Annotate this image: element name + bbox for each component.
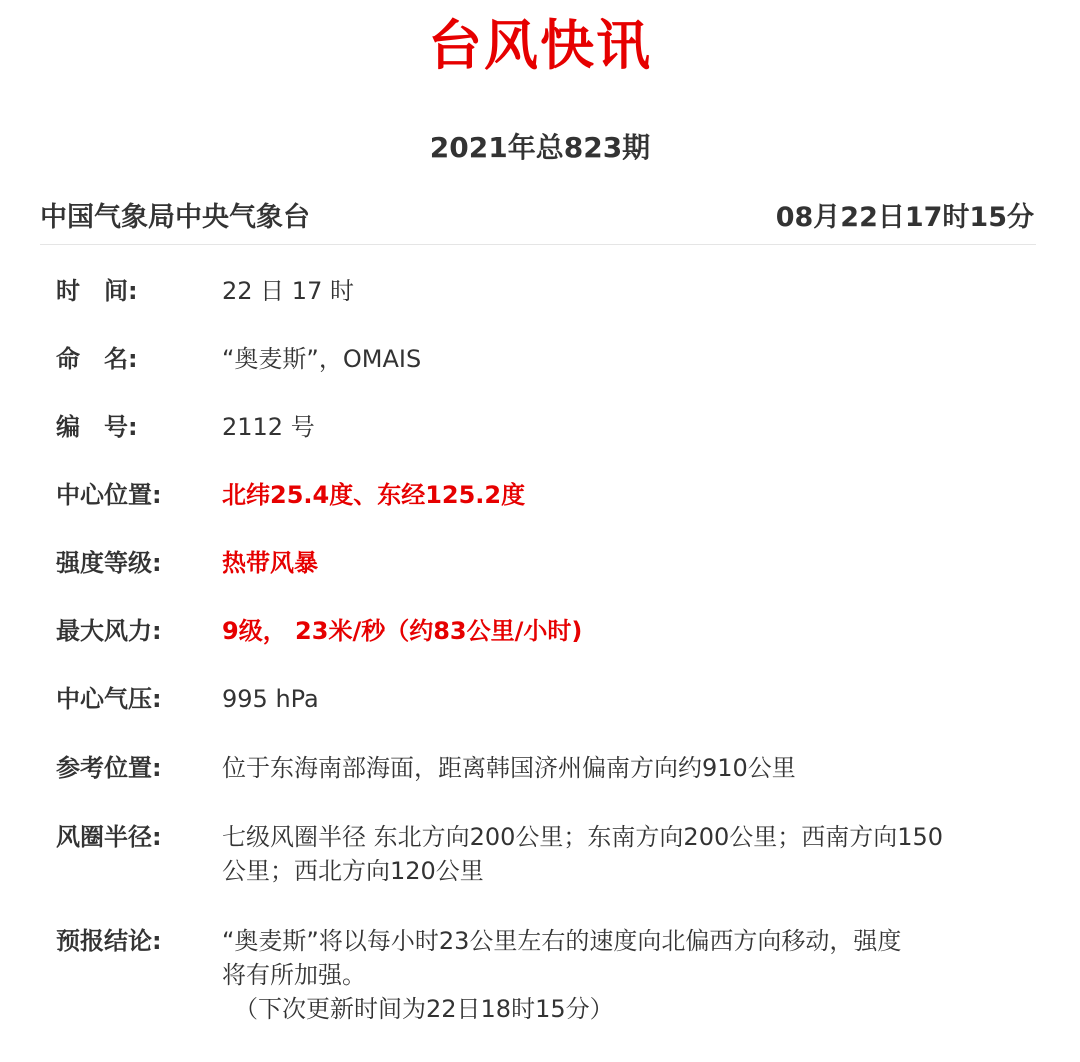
next-update-note: （下次更新时间为22日18时15分） [234,995,614,1023]
field-label: 强度等级: [56,549,162,577]
bulletin-header [40,198,1036,245]
value-line: “奥麦斯”将以每小时23公里左右的速度向北偏西方向移动，强度 [222,927,902,955]
issue-number: 2021年总823期 [429,131,651,164]
field-value [222,924,1022,1026]
field-value: 2112 号 [222,413,315,441]
value-line: 公里；西北方向120公里 [222,857,484,885]
field-value: 9级， 23米/秒（约83公里/小时) [222,617,583,645]
field-label: 时 间: [56,277,138,305]
field-label: 中心位置: [56,481,162,509]
field-label: 命 名: [56,345,138,373]
field-value: 22 日 17 时 [222,277,354,305]
field-value [222,820,1022,888]
field-value: 位于东海南部海面，距离韩国济州偏南方向约910公里 [222,754,796,782]
field-label: 预报结论: [56,927,162,955]
page-title: 台风快讯 [428,14,652,77]
field-value: 北纬25.4度、东经125.2度 [222,481,526,509]
value-line: 将有所加强。 [222,961,366,989]
release-time: 08月22日17时15分 [775,202,1034,233]
field-label: 风圈半径: [56,823,162,851]
field-value: 995 hPa [222,685,319,713]
value-line: 七级风圈半径 东北方向200公里；东南方向200公里；西南方向150 [222,823,944,851]
field-value: “奥麦斯”，OMAIS [222,345,422,373]
field-value: 热带风暴 [222,549,318,577]
field-label: 最大风力: [56,617,162,645]
field-label: 编 号: [56,413,138,441]
field-label: 中心气压: [56,685,162,713]
agency-name: 中国气象局中央气象台 [40,202,310,233]
field-label: 参考位置: [56,754,162,782]
